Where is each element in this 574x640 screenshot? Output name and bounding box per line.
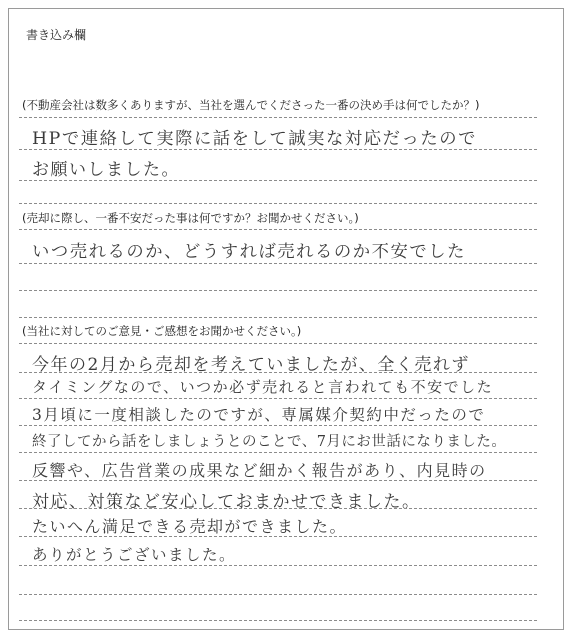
answer-3-line-5: 反響や、広告営業の成果など細かく報告があり、内見時の bbox=[32, 461, 487, 480]
answer-3-line-7: たいへん満足できる売却ができました。 bbox=[32, 517, 348, 536]
ruled-line bbox=[19, 229, 537, 230]
ruled-line bbox=[19, 372, 537, 373]
ruled-line bbox=[19, 565, 537, 566]
ruled-line bbox=[19, 203, 537, 204]
answer-3-line-4: 終了してから話をしましょうとのことで、7月にお世話になりました。 bbox=[32, 434, 507, 450]
ruled-line bbox=[19, 398, 537, 399]
ruled-line bbox=[19, 508, 537, 509]
question-3-label: (当社に対してのご意見・ご感想をお聞かせください。) bbox=[22, 324, 302, 338]
ruled-line bbox=[19, 149, 537, 150]
answer-3-line-8: ありがとうございました。 bbox=[32, 546, 237, 564]
ruled-line bbox=[19, 180, 537, 181]
ruled-line bbox=[19, 536, 537, 537]
ruled-line bbox=[19, 263, 537, 264]
ruled-line bbox=[19, 343, 537, 344]
ruled-line bbox=[19, 117, 537, 118]
question-2-label: (売却に際し、一番不安だった事は何ですか？お聞かせください。) bbox=[22, 211, 359, 225]
ruled-line bbox=[19, 425, 537, 426]
ruled-line bbox=[19, 594, 537, 595]
answer-3-line-1: 今年の2月から売却を考えていましたが、全く売れず bbox=[32, 355, 470, 375]
answer-1-line-2: お願いしました。 bbox=[32, 160, 180, 180]
ruled-line bbox=[19, 317, 537, 318]
answer-3-line-6: 対応、対策など安心しておまかせできました。 bbox=[32, 492, 421, 512]
answer-3-line-2: タイミングなので、いつか必ず売れると言われても不安でした bbox=[32, 378, 494, 396]
answer-1-line-1: HPで連絡して実際に話をして誠実な対応だったので bbox=[32, 129, 477, 149]
ruled-line bbox=[19, 480, 537, 481]
question-1-label: (不動産会社は数多くありますが、当社を選んでくださった一番の決め手は何でしたか？) bbox=[22, 98, 480, 112]
ruled-line bbox=[19, 620, 537, 621]
answer-3-line-3: 3月頃に一度相談したのですが、専属媒介契約中だったので bbox=[32, 406, 486, 424]
ruled-line bbox=[19, 290, 537, 291]
ruled-line bbox=[19, 452, 537, 453]
form-title: 書き込み欄 bbox=[26, 28, 87, 42]
answer-2-line-1: いつ売れるのか、どうすれば売れるのか不安でした bbox=[32, 242, 467, 262]
